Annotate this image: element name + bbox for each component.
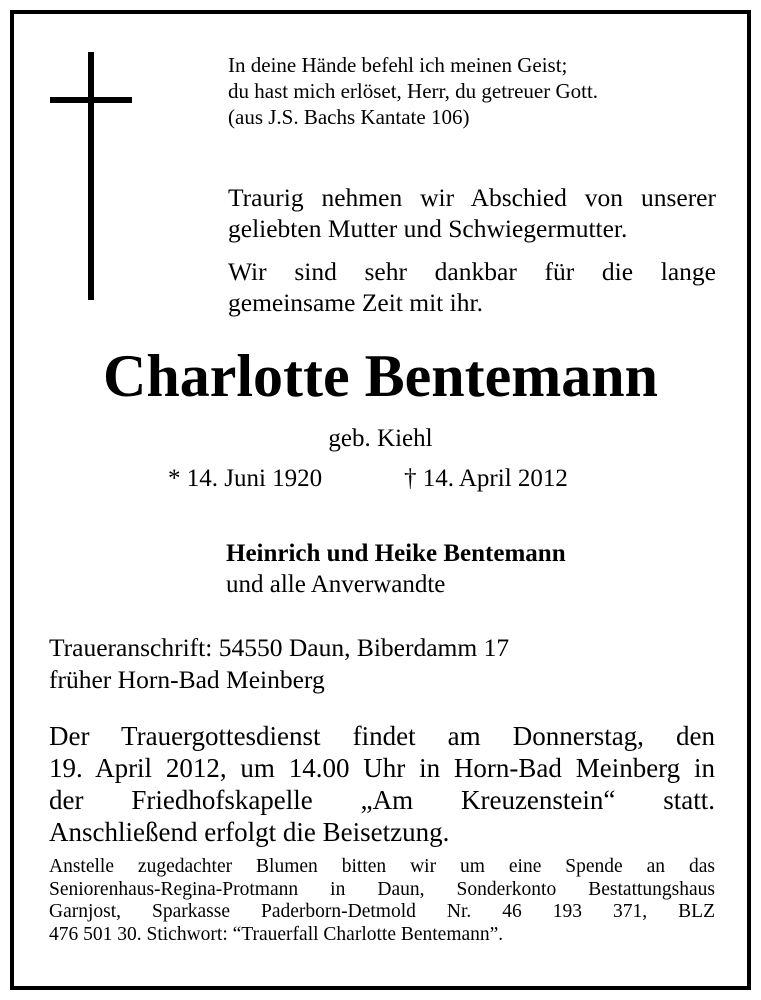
gratitude-line: Wir sind sehr dankbar für die lange (228, 257, 716, 286)
quote-source: (aus J.S. Bachs Kantate 106) (228, 105, 470, 129)
farewell-line: Traurig nehmen wir Abschied von unserer (228, 183, 716, 212)
birth-name: geb. Kiehl (328, 425, 433, 452)
service-line: der Friedhofskapelle „Am Kreuzenstein“ statt. (49, 785, 715, 815)
family-signature (226, 538, 566, 600)
donation-line: Anstelle zugedachter Blumen bitten wir um eine Spende an das (49, 856, 715, 877)
service-line: 19. April 2012, um 14.00 Uhr in Horn-Bad Meinberg in (49, 753, 715, 783)
relatives-line: und alle Anverwandte (226, 571, 446, 598)
address-line: Traueranschrift: 54550 Daun, Biberdamm 17 (49, 633, 510, 662)
quote-line: du hast mich erlöset, Herr, du getreuer Gott. (228, 79, 599, 103)
farewell-line: geliebten Mutter und Schwiegermutter. (228, 214, 628, 243)
donation-line: Seniorenhaus-Regina-Protmann in Daun, Sonderkonto Bestattungshaus (49, 878, 715, 900)
donation-line: 476 501 30. Stichwort: “Trauerfall Charlotte Bentemann”. (49, 923, 504, 945)
funeral-service-info (49, 720, 715, 848)
mourning-address (49, 632, 509, 696)
bible-quote (228, 52, 598, 130)
gratitude-line: gemeinsame Zeit mit ihr. (228, 288, 483, 317)
service-line: Der Trauergottesdienst findet am Donnerstag, den (49, 721, 715, 751)
donation-request (49, 856, 715, 946)
quote-line: In deine Hände befehl ich meinen Geist; (228, 53, 568, 77)
birth-date: * 14. Juni 1920 (168, 465, 323, 492)
deceased-name: Charlotte Bentemann (103, 343, 658, 409)
death-date: † 14. April 2012 (404, 465, 568, 492)
cross-horizontal-bar (50, 97, 132, 103)
donation-line: Garnjost, Sparkasse Paderborn-Detmold Nr. 46 193 371, BLZ (49, 901, 715, 922)
cross-vertical-bar (88, 52, 94, 300)
family-names: Heinrich und Heike Bentemann (226, 540, 566, 567)
service-line: Anschließend erfolgt die Beisetzung. (49, 817, 450, 847)
farewell-text (228, 182, 716, 318)
former-residence: früher Horn-Bad Meinberg (49, 665, 325, 694)
